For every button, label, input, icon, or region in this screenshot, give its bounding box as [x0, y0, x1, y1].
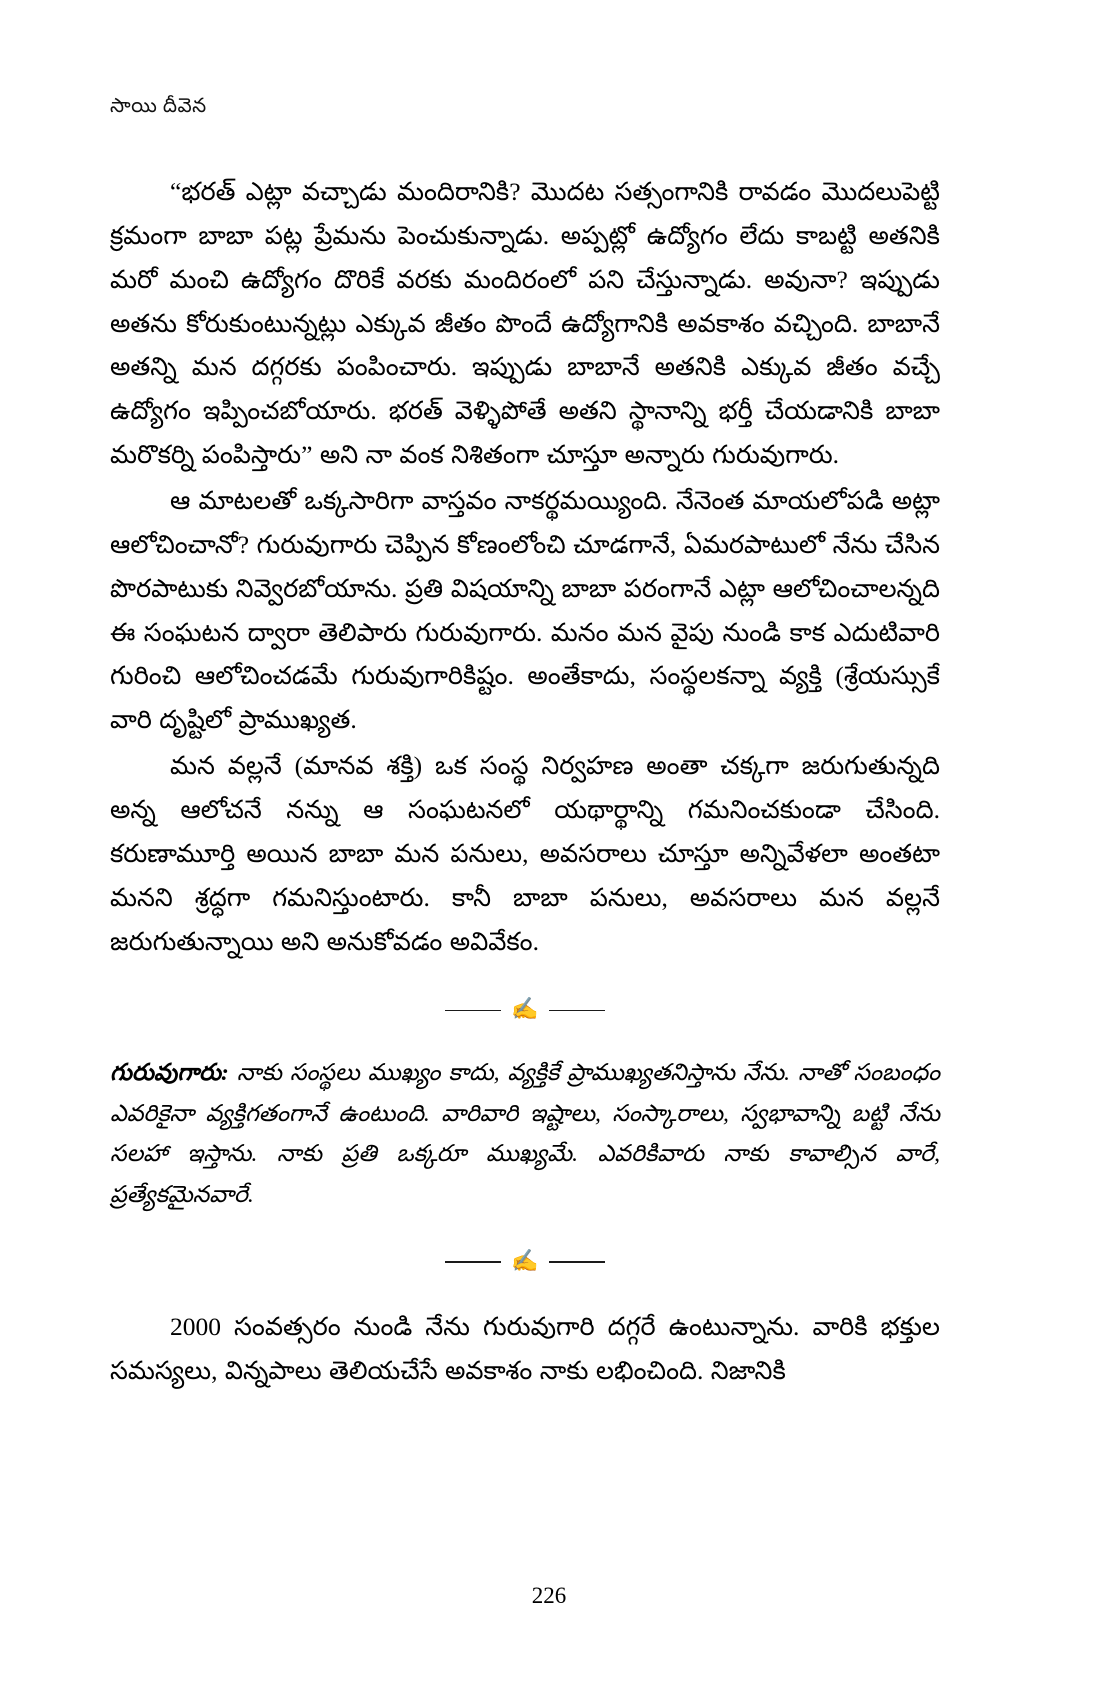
flourish-ornament-icon: ✍: [511, 996, 539, 1022]
running-head: సాయి దీవెన: [110, 95, 207, 117]
flourish-ornament-icon: ✍: [511, 1248, 539, 1274]
page-number: 226: [531, 1583, 567, 1608]
divider-rule-right: [549, 1010, 605, 1012]
quote-text: నాకు సంస్థలు ముఖ్యం కాదు, వ్యక్తికే ప్రాముఖ్యతనిస్తాను నేను. నాతో సంబంధం ఎవరికైనా వ్యక్తిగతంగానే ఉంటుంది. వారివారి ఇష్టాలు, సంస్కారాలు, స్వభావాన్ని బట్టి నేను సలహా ఇస్తాను. నాకు ప్రతి ఒక్కరూ ముఖ్యమే. ఎవరికివారు నాకు కావాల్సిన వారే, ప్రత్యేకమైనవారే.: [110, 1060, 940, 1208]
body-paragraph-1: “భరత్ ఎట్లా వచ్చాడు మందిరానికి? మొదట సత్సంగానికి రావడం మొదలుపెట్టి క్రమంగా బాబా పట్ల ప్రేమను పెంచుకున్నాడు. అప్పట్లో ఉద్యోగం లేదు కాబట్టి అతనికి మరో మంచి ఉద్యోగం దొరికే వరకు మందిరంలో పని చేస్తున్నాడు. అవునా? ఇప్పుడు అతను కోరుకుంటున్నట్లు ఎక్కువ జీతం పొందే ఉద్యోగానికి అవకాశం వచ్చింది. బాబానే అతన్ని మన దగ్గరకు పంపించారు. ఇప్పుడు బాబానే అతనికి ఎక్కువ జీతం వచ్చే ఉద్యోగం ఇప్పించబోయారు. భరత్ వెళ్ళిపోతే అతని స్థానాన్ని భర్తీ చేయడానికి బాబా మరొకర్ని పంపిస్తారు” అని నా వంక నిశితంగా చూస్తూ అన్నారు గురువుగారు.: [110, 177, 940, 470]
section-divider-bottom: [110, 1249, 940, 1275]
divider-rule-right: [549, 1261, 605, 1263]
quote-speaker-label: గురువుగారు:: [110, 1060, 229, 1087]
section-divider-top: [110, 997, 940, 1023]
body-paragraph-4: 2000 సంవత్సరం నుండి నేను గురువుగారి దగ్గరే ఉంటున్నాను. వారికి భక్తుల సమస్యలు, విన్నపాలు తెలియచేసే అవకాశం నాకు లభించింది. నిజానికి: [110, 1312, 940, 1385]
body-paragraph-3: మన వల్లనే (మానవ శక్తి) ఒక సంస్థ నిర్వహణ అంతా చక్కగా జరుగుతున్నది అన్న ఆలోచనే నన్ను ఆ సంఘటనలో యథార్థాన్ని గమనించకుండా చేసింది. కరుణామూర్తి అయిన బాబా మన పనులు, అవసరాలు చూస్తూ అన్నివేళలా అంతటా మనని శ్రద్ధగా గమనిస్తుంటారు. కానీ బాబా పనులు, అవసరాలు మన వల్లనే జరుగుతున్నాయి అని అనుకోవడం అవివేకం.: [110, 751, 940, 956]
divider-rule-left: [445, 1010, 501, 1012]
guru-quote-block: [110, 1053, 940, 1215]
page-content: [110, 95, 940, 1393]
body-paragraph-2: ఆ మాటలతో ఒక్కసారిగా వాస్తవం నాకర్థమయ్యింది. నేనెంత మాయలోపడి అట్లా ఆలోచించానో? గురువుగారు చెప్పిన కోణంలోంచి చూడగానే, ఏమరపాటులో నేను చేసిన పొరపాటుకు నివ్వెరబోయాను. ప్రతి విషయాన్ని బాబా పరంగానే ఎట్లా ఆలోచించాలన్నది ఈ సంఘటన ద్వారా తెలిపారు గురువుగారు. మనం మన వైపు నుండి కాక ఎదుటివారి గురించి ఆలోచించడమే గురువుగారికిష్టం. అంతేకాదు, సంస్థలకన్నా వ్యక్తి (శ్రేయస్సుకే వారి దృష్టిలో ప్రాముఖ్యత.: [110, 486, 940, 735]
divider-rule-left: [445, 1261, 501, 1263]
